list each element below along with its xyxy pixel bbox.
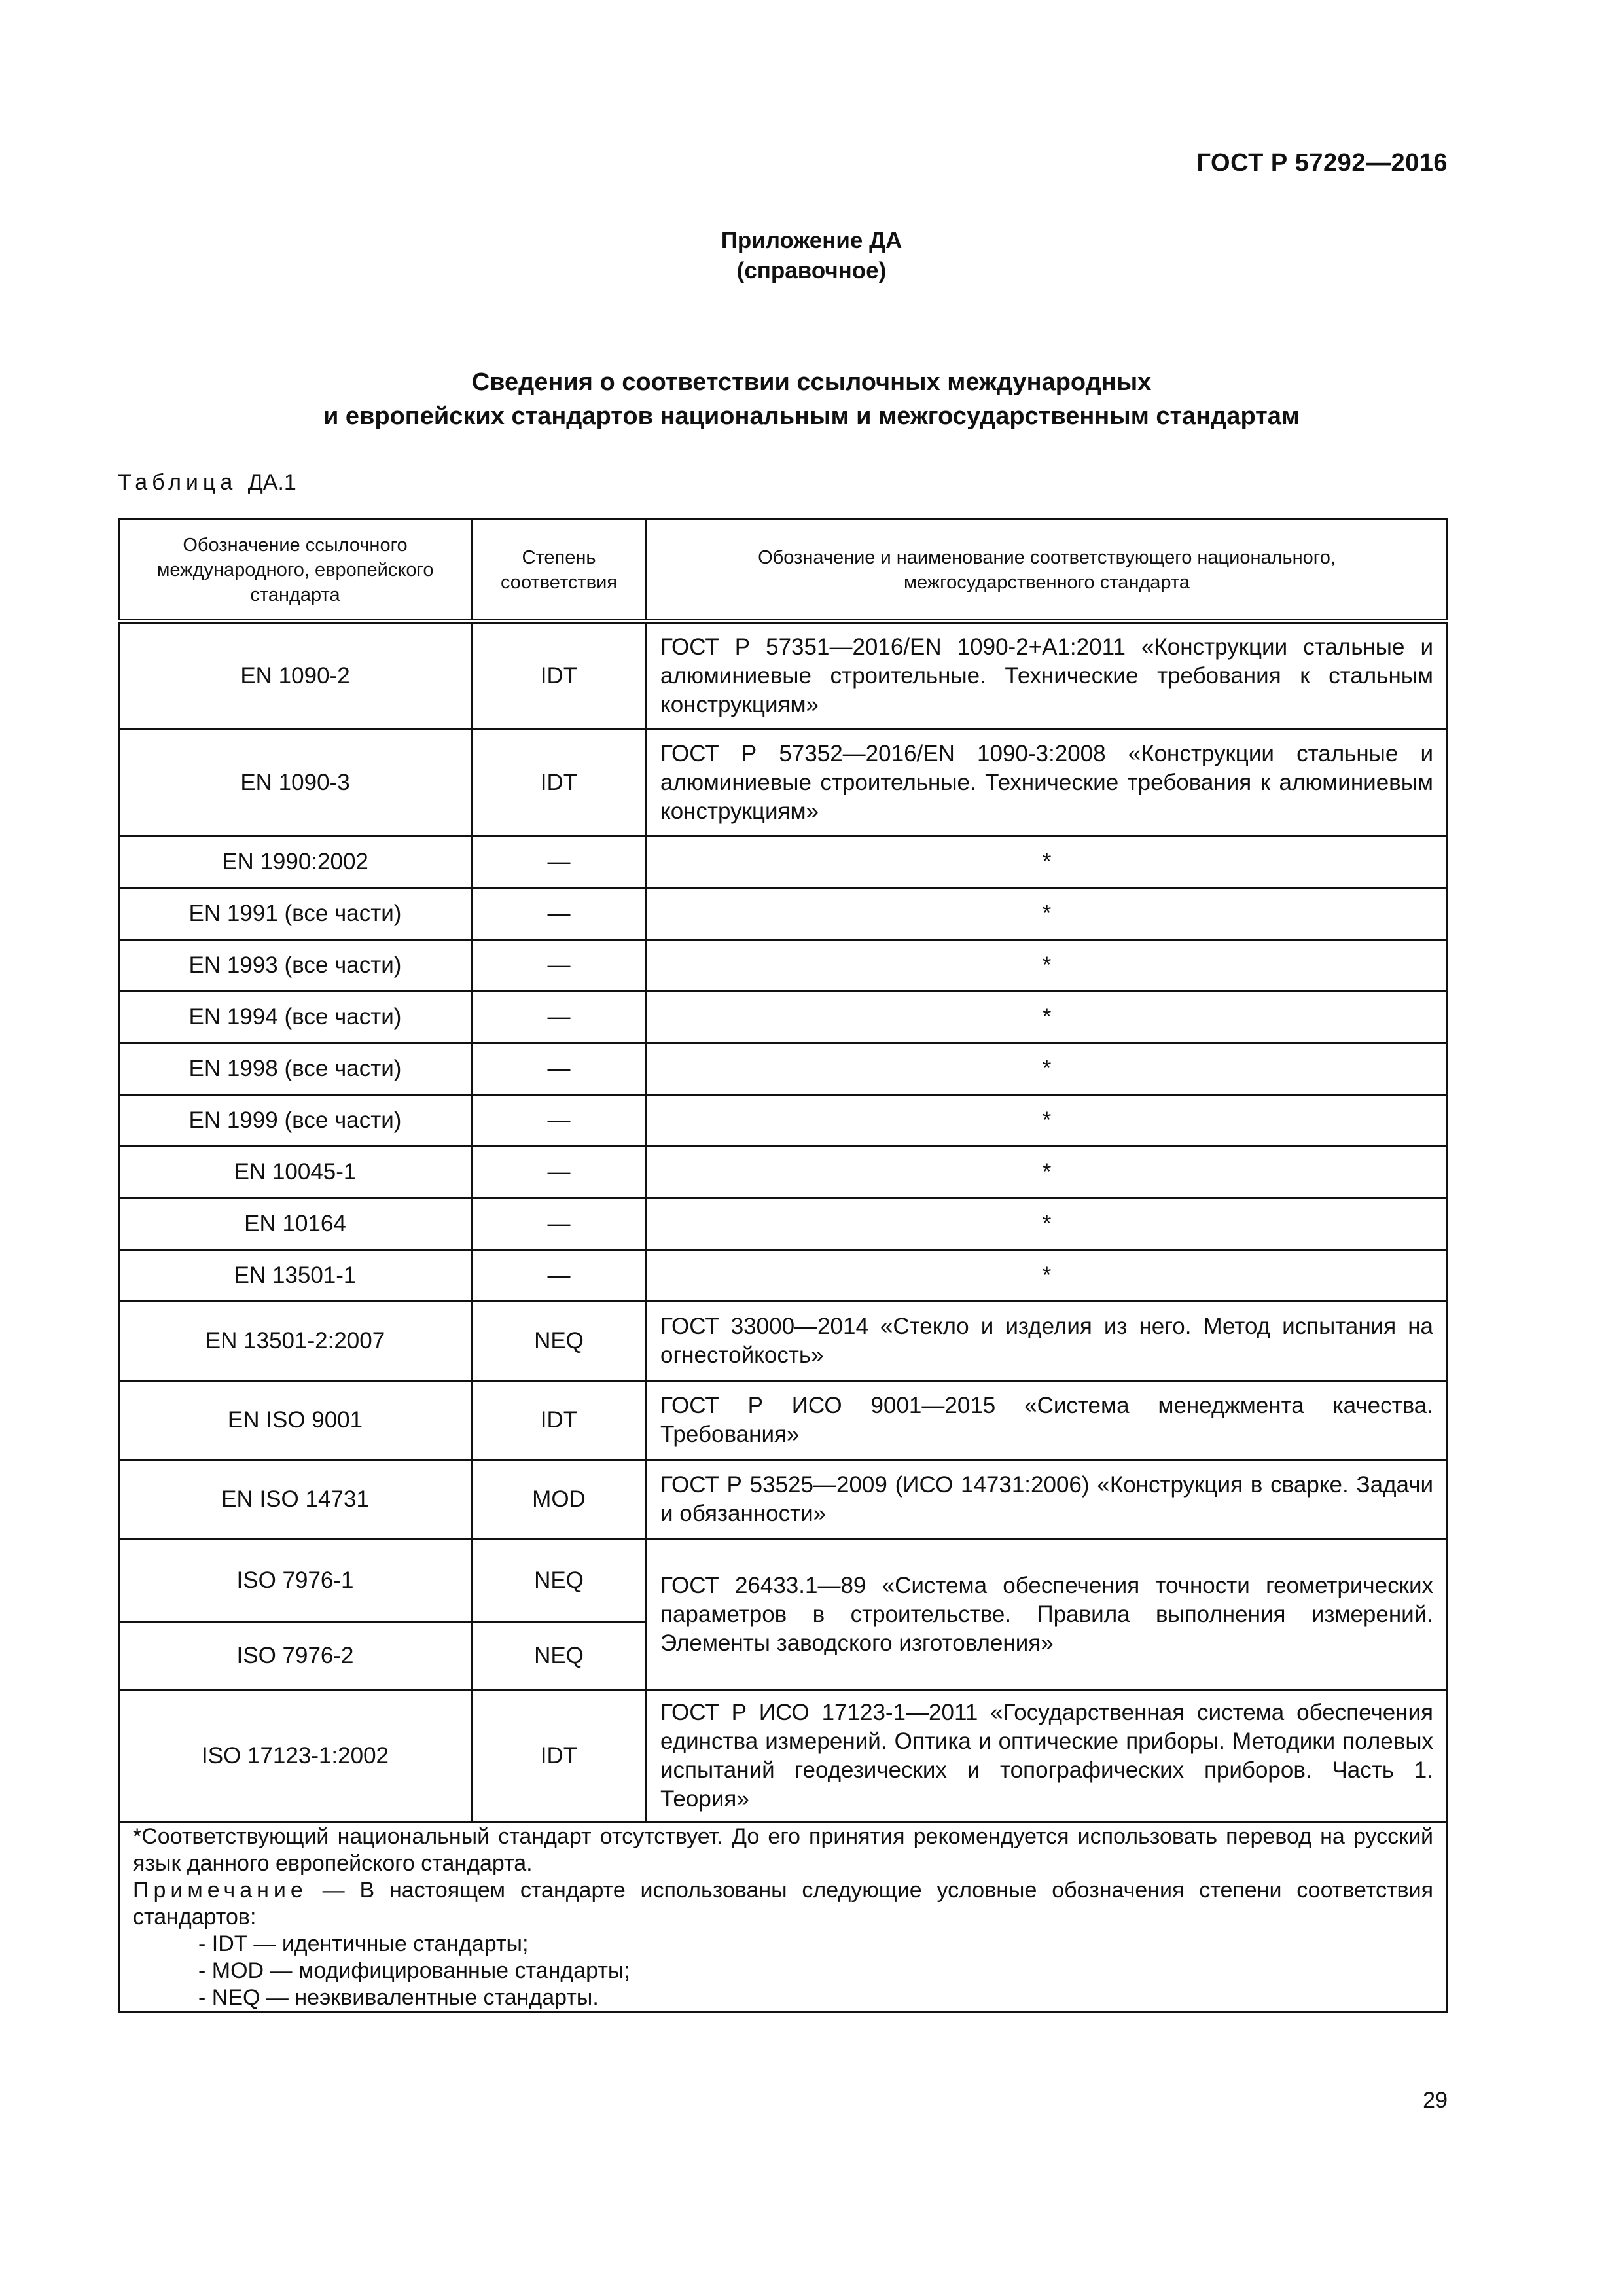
cell-degree: — — [472, 940, 647, 992]
table-row — [119, 940, 1448, 992]
table-label — [118, 470, 296, 495]
cell-degree: IDT — [472, 1690, 647, 1823]
cell-degree: — — [472, 836, 647, 888]
cell-reference: EN 10164 — [119, 1198, 472, 1250]
cell-degree: — — [472, 1147, 647, 1198]
table-row — [119, 1250, 1448, 1302]
cell-degree: IDT — [472, 622, 647, 730]
document-id: ГОСТ Р 57292—2016 — [1196, 149, 1448, 177]
cell-degree: IDT — [472, 1381, 647, 1460]
cell-reference: EN ISO 14731 — [119, 1460, 472, 1539]
annex-title: Приложение ДА — [721, 228, 902, 253]
cell-reference: EN ISO 9001 — [119, 1381, 472, 1460]
table-row — [119, 1095, 1448, 1147]
footnote-note — [133, 1877, 1433, 1931]
cell-national: * — [647, 836, 1448, 888]
cell-reference: EN 10045-1 — [119, 1147, 472, 1198]
column-header-national: Обозначение и наименование соответствующего национального, межгосударственного стандарта — [647, 520, 1448, 622]
cell-reference: ISO 7976-1 — [119, 1539, 472, 1623]
table-row — [119, 992, 1448, 1043]
annex-block — [0, 226, 1623, 286]
cell-reference: EN 1991 (все части) — [119, 888, 472, 940]
cell-reference: EN 1998 (все части) — [119, 1043, 472, 1095]
correspondence-table — [118, 518, 1448, 2013]
table-label-number: ДА.1 — [247, 470, 296, 495]
cell-reference: EN 1993 (все части) — [119, 940, 472, 992]
cell-national: * — [647, 1147, 1448, 1198]
cell-degree: — — [472, 1043, 647, 1095]
cell-national: ГОСТ 26433.1—89 «Система обеспечения точности геометрических параметров в строительстве. Правила выполнения измерений. Элементы заводского изготовления» — [647, 1539, 1448, 1690]
cell-degree: IDT — [472, 730, 647, 836]
column-header-degree: Степень соответствия — [472, 520, 647, 622]
note-list-item: - IDT — идентичные стандарты; — [198, 1931, 529, 1956]
cell-reference: EN 1999 (все части) — [119, 1095, 472, 1147]
cell-degree: — — [472, 1095, 647, 1147]
note-list-item: - NEQ — неэквивалентные стандарты. — [198, 1985, 599, 2010]
cell-reference: EN 1090-2 — [119, 622, 472, 730]
heading-line-1: Сведения о соответствии ссылочных международных — [471, 368, 1152, 396]
heading-line-2: и европейских стандартов национальным и межгосударственным стандартам — [323, 403, 1300, 430]
section-heading — [0, 365, 1623, 433]
cell-national: ГОСТ Р ИСО 17123-1—2011 «Государственная система обеспечения единства измерений. Оптика и оптические приборы. Методики полевых испытаний геодезических и топографических приборов. Часть 1. Теория» — [647, 1690, 1448, 1823]
cell-reference: ISO 7976-2 — [119, 1623, 472, 1690]
cell-degree: NEQ — [472, 1302, 647, 1381]
table-label-word: Таблица — [118, 470, 238, 495]
cell-reference: EN 13501-1 — [119, 1250, 472, 1302]
cell-degree: NEQ — [472, 1623, 647, 1690]
cell-degree: MOD — [472, 1460, 647, 1539]
table-row — [119, 1539, 1448, 1623]
cell-reference: EN 13501-2:2007 — [119, 1302, 472, 1381]
cell-reference: EN 1994 (все части) — [119, 992, 472, 1043]
cell-national: * — [647, 940, 1448, 992]
cell-national: * — [647, 1198, 1448, 1250]
table-footnote-row — [119, 1823, 1448, 2013]
table-row — [119, 1043, 1448, 1095]
note-word: Примечание — [133, 1878, 308, 1903]
cell-reference: EN 1990:2002 — [119, 836, 472, 888]
cell-national: ГОСТ Р 57351—2016/EN 1090-2+A1:2011 «Конструкции стальные и алюминиевые строительные. Технические требования к стальным конструкциям» — [647, 622, 1448, 730]
column-header-reference: Обозначение ссылочного международного, европейского стандарта — [119, 520, 472, 622]
table-row — [119, 730, 1448, 836]
cell-degree: NEQ — [472, 1539, 647, 1623]
table-row — [119, 1381, 1448, 1460]
table-footnote — [119, 1823, 1448, 2013]
table-row — [119, 836, 1448, 888]
table-row — [119, 1690, 1448, 1823]
cell-national: * — [647, 888, 1448, 940]
cell-national: * — [647, 1250, 1448, 1302]
note-list-item: - MOD — модифицированные стандарты; — [198, 1958, 630, 1983]
cell-national: ГОСТ Р 53525—2009 (ИСО 14731:2006) «Конструкция в сварке. Задачи и обязанности» — [647, 1460, 1448, 1539]
cell-degree: — — [472, 888, 647, 940]
table-row — [119, 1302, 1448, 1381]
cell-national: ГОСТ Р ИСО 9001—2015 «Система менеджмента качества. Требования» — [647, 1381, 1448, 1460]
note-text: — В настоящем стандарте использованы следующие условные обозначения степени соответствия стандартов: — [133, 1878, 1433, 1929]
cell-degree: — — [472, 1250, 647, 1302]
cell-reference: ISO 17123-1:2002 — [119, 1690, 472, 1823]
cell-national: ГОСТ 33000—2014 «Стекло и изделия из него. Метод испытания на огнестойкость» — [647, 1302, 1448, 1381]
table-row — [119, 1198, 1448, 1250]
page-number: 29 — [1423, 2088, 1448, 2113]
cell-national: ГОСТ Р 57352—2016/EN 1090-3:2008 «Конструкции стальные и алюминиевые строительные. Технические требования к алюминиевым конструкциям» — [647, 730, 1448, 836]
cell-reference: EN 1090-3 — [119, 730, 472, 836]
table-row — [119, 1147, 1448, 1198]
annex-subtitle: (справочное) — [736, 258, 887, 283]
footnote-star-text: *Соответствующий национальный стандарт отсутствует. До его принятия рекомендуется использовать перевод на русский язык данного европейского стандарта. — [133, 1824, 1433, 1876]
cell-national: * — [647, 1043, 1448, 1095]
table-row — [119, 622, 1448, 730]
cell-national: * — [647, 1095, 1448, 1147]
table-header-row — [119, 520, 1448, 622]
cell-degree: — — [472, 992, 647, 1043]
table-row — [119, 888, 1448, 940]
cell-degree: — — [472, 1198, 647, 1250]
cell-national: * — [647, 992, 1448, 1043]
table-row — [119, 1460, 1448, 1539]
